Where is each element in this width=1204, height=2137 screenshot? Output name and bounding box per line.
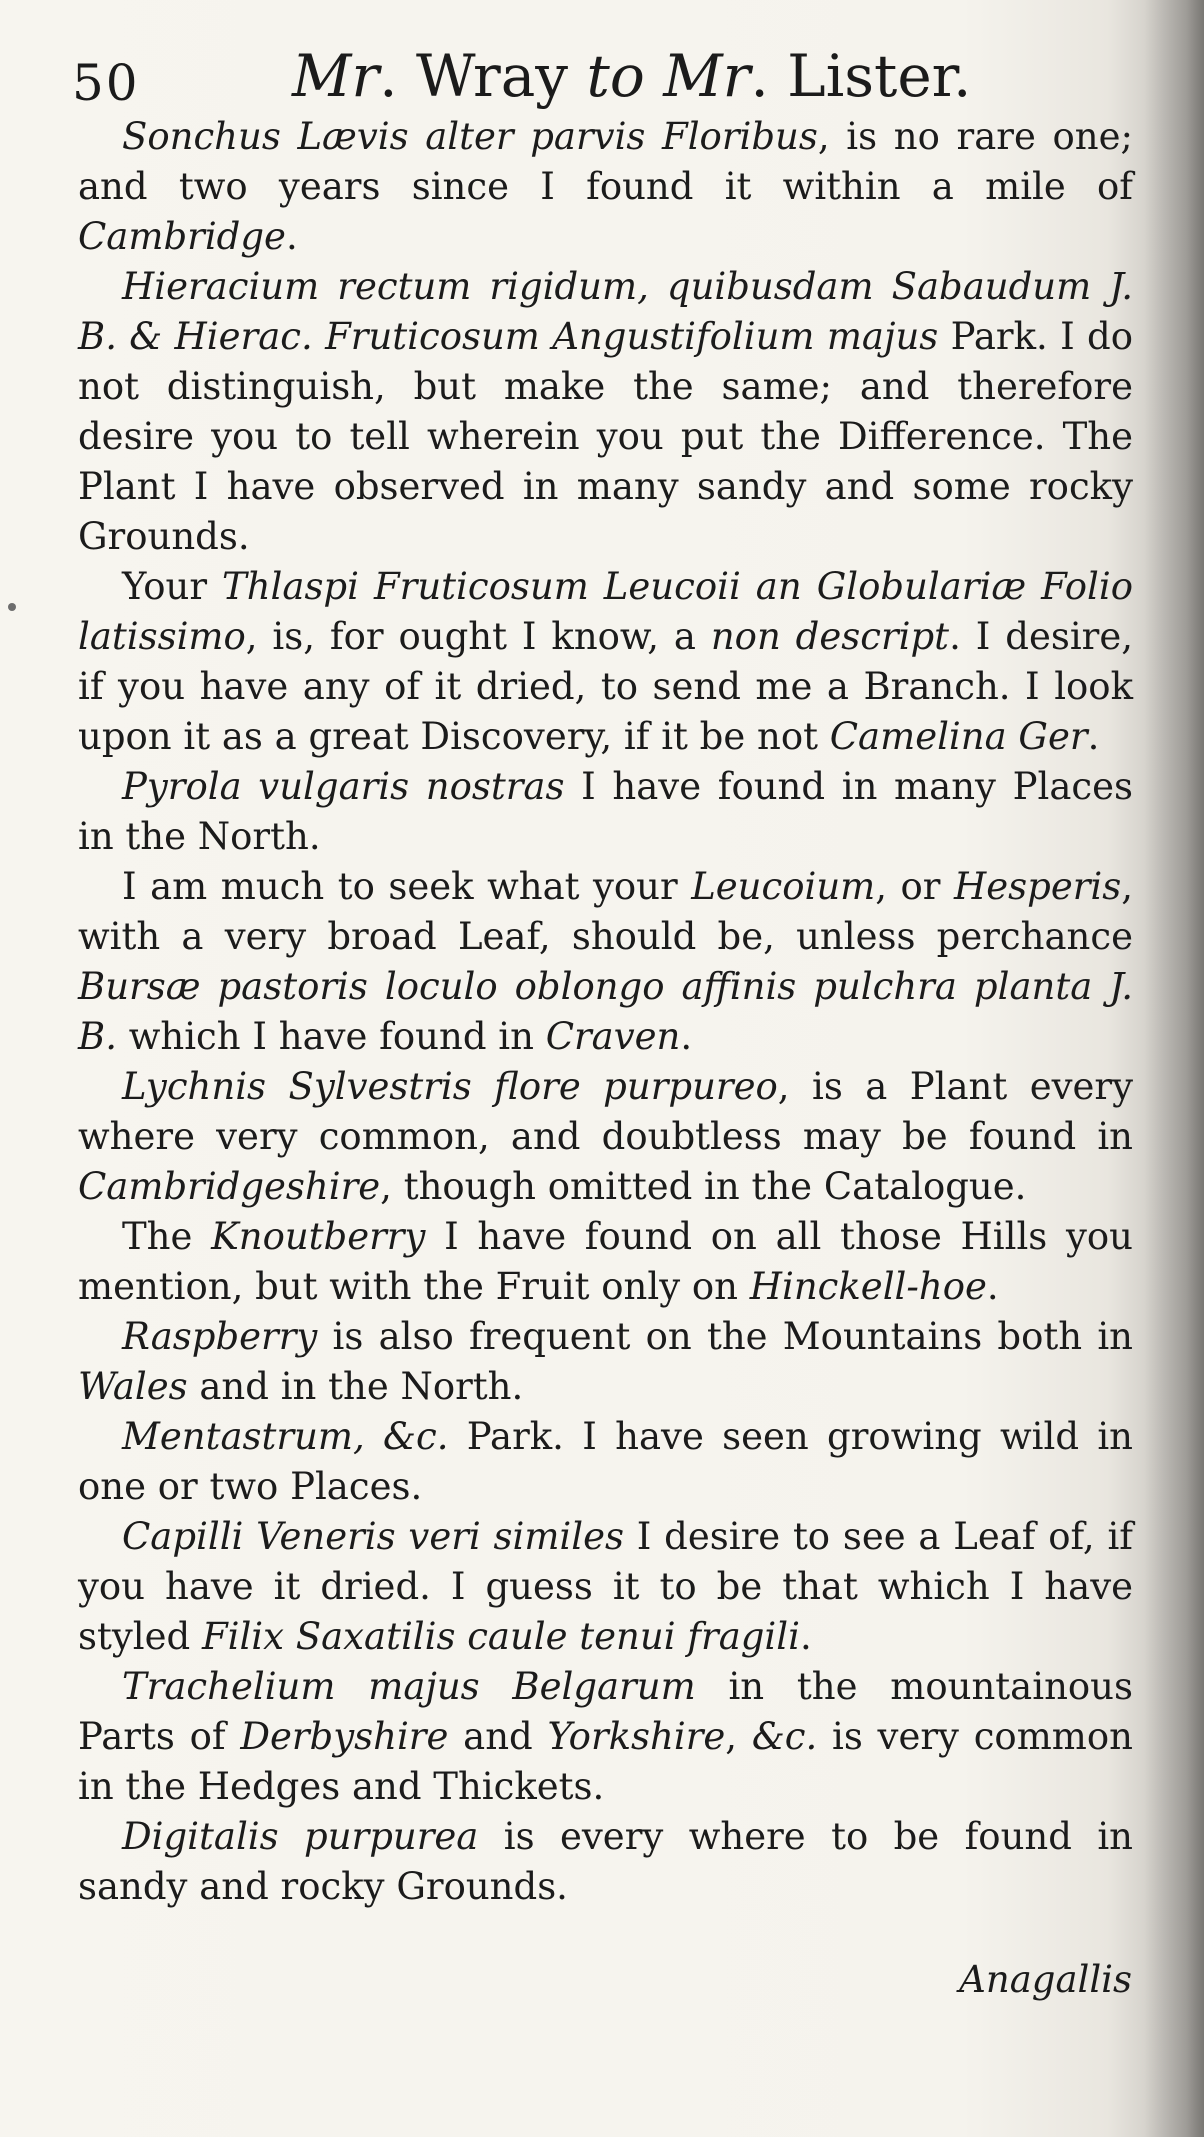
- italic-run: Capilli Veneris veri similes: [122, 1515, 624, 1558]
- text-run: I desire to see a Leaf of, if you have it dried. I guess it to be that which I have styled: [78, 1515, 1134, 1658]
- text-run: .: [285, 215, 298, 258]
- title-part: Mr: [663, 42, 751, 110]
- paragraph: [78, 562, 1133, 762]
- page-number: 50: [72, 54, 140, 112]
- text-run: and in the North.: [187, 1365, 524, 1408]
- text-run: in the mountainous Parts of: [78, 1665, 1133, 1758]
- italic-run: Knoutberry: [211, 1215, 426, 1258]
- text-run: is very common in the Hedges and Thickets.: [78, 1715, 1133, 1808]
- italic-run: Hinckell-hoe: [749, 1265, 987, 1308]
- paragraph: [78, 1212, 1133, 1312]
- letter-body: [78, 112, 1133, 1912]
- text-run: , is a Plant every where very common, and doubtless may be found in: [78, 1065, 1134, 1158]
- ink-speck: [8, 603, 16, 611]
- paragraph: [78, 1412, 1133, 1512]
- text-run: .: [986, 1265, 999, 1308]
- italic-run: non descript: [710, 615, 950, 658]
- text-run: I have found in many Places in the North.: [78, 765, 1133, 858]
- paragraph: [78, 1512, 1133, 1662]
- italic-run: Derbyshire: [240, 1715, 449, 1758]
- title-part: to: [586, 42, 645, 110]
- text-run: , or: [875, 865, 954, 908]
- text-run: which I have found in: [116, 1015, 546, 1058]
- paragraph: [78, 762, 1133, 862]
- italic-run: Raspberry: [122, 1315, 318, 1358]
- italic-run: Leucoium: [691, 865, 876, 908]
- text-run: I have found on all those Hills you mention, but with the Fruit only on: [78, 1215, 1133, 1308]
- title-part: Mr: [292, 42, 380, 110]
- italic-run: Mentastrum, &c.: [122, 1415, 449, 1458]
- italic-run: Cambridgeshire: [78, 1165, 381, 1208]
- text-run: .: [680, 1015, 693, 1058]
- italic-run: Cambridge: [78, 215, 286, 258]
- italic-run: Hesperis: [953, 865, 1122, 908]
- paragraph: [78, 1312, 1133, 1412]
- italic-run: Craven: [545, 1015, 681, 1058]
- italic-run: Thlaspi Fruticosum Leucoii an Globulariæ Folio latissimo: [78, 565, 1133, 658]
- text-run: Park. I have seen growing wild in one or two Places.: [78, 1415, 1133, 1508]
- italic-run: Lychnis Sylvestris flore purpureo: [122, 1065, 778, 1108]
- title-part: . Lister.: [750, 42, 972, 110]
- paragraph: [78, 1062, 1133, 1212]
- text-run: , though omitted in the Catalogue.: [380, 1165, 1027, 1208]
- italic-run: Yorkshire: [547, 1715, 726, 1758]
- italic-run: &c.: [751, 1715, 818, 1758]
- italic-run: Sonchus Lævis alter parvis Floribus: [122, 115, 818, 158]
- italic-run: Wales: [78, 1365, 188, 1408]
- italic-run: Filix Saxatilis caule tenui fragili: [201, 1615, 800, 1658]
- text-run: The: [122, 1215, 212, 1258]
- italic-run: Digitalis purpurea: [122, 1815, 479, 1858]
- text-run: Your: [122, 565, 223, 608]
- paragraph: [78, 1812, 1133, 1912]
- paragraph: [78, 262, 1133, 562]
- title-part: [645, 42, 663, 110]
- text-run: ,: [725, 1715, 752, 1758]
- text-run: .: [799, 1615, 812, 1658]
- paragraph: [78, 1662, 1133, 1812]
- text-run: , is, for ought I know, a: [245, 615, 711, 658]
- italic-run: Pyrola vulgaris nostras: [122, 765, 565, 808]
- italic-run: Bursæ pastoris loculo oblongo affinis pulchra planta J. B.: [78, 965, 1133, 1058]
- text-run: is also frequent on the Mountains both in: [317, 1315, 1133, 1358]
- text-run: and: [448, 1715, 548, 1758]
- running-title: [292, 42, 971, 110]
- text-run: , with a very broad Leaf, should be, unless perchance: [78, 865, 1133, 958]
- italic-run: Hieracium rectum rigidum, quibusdam Sabaudum J. B. & Hierac. Fruticosum Angustifolium majus: [78, 265, 1133, 358]
- italic-run: Trachelium majus Belgarum: [122, 1665, 696, 1708]
- paragraph: [78, 862, 1133, 1062]
- text-run: .: [1087, 715, 1100, 758]
- paragraph: [78, 112, 1133, 262]
- title-part: . Wray: [379, 42, 587, 110]
- catchword: Anagallis: [959, 1958, 1132, 2001]
- text-run: , is no rare one; and two years since I found it within a mile of: [78, 115, 1133, 208]
- italic-run: Camelina Ger: [829, 715, 1088, 758]
- text-run: is every where to be found in sandy and rocky Grounds.: [78, 1815, 1133, 1908]
- binding-shadow: [1144, 0, 1204, 2137]
- text-run: . I desire, if you have any of it dried, to send me a Branch. I look upon it as a great Discovery, if it be not: [78, 615, 1134, 758]
- text-run: I am much to seek what your: [122, 865, 692, 908]
- text-run: Park. I do not distinguish, but make the same; and therefore desire you to tell wherein you put the Difference. The Plant I have observed in many sandy and some rocky Grounds.: [78, 315, 1133, 558]
